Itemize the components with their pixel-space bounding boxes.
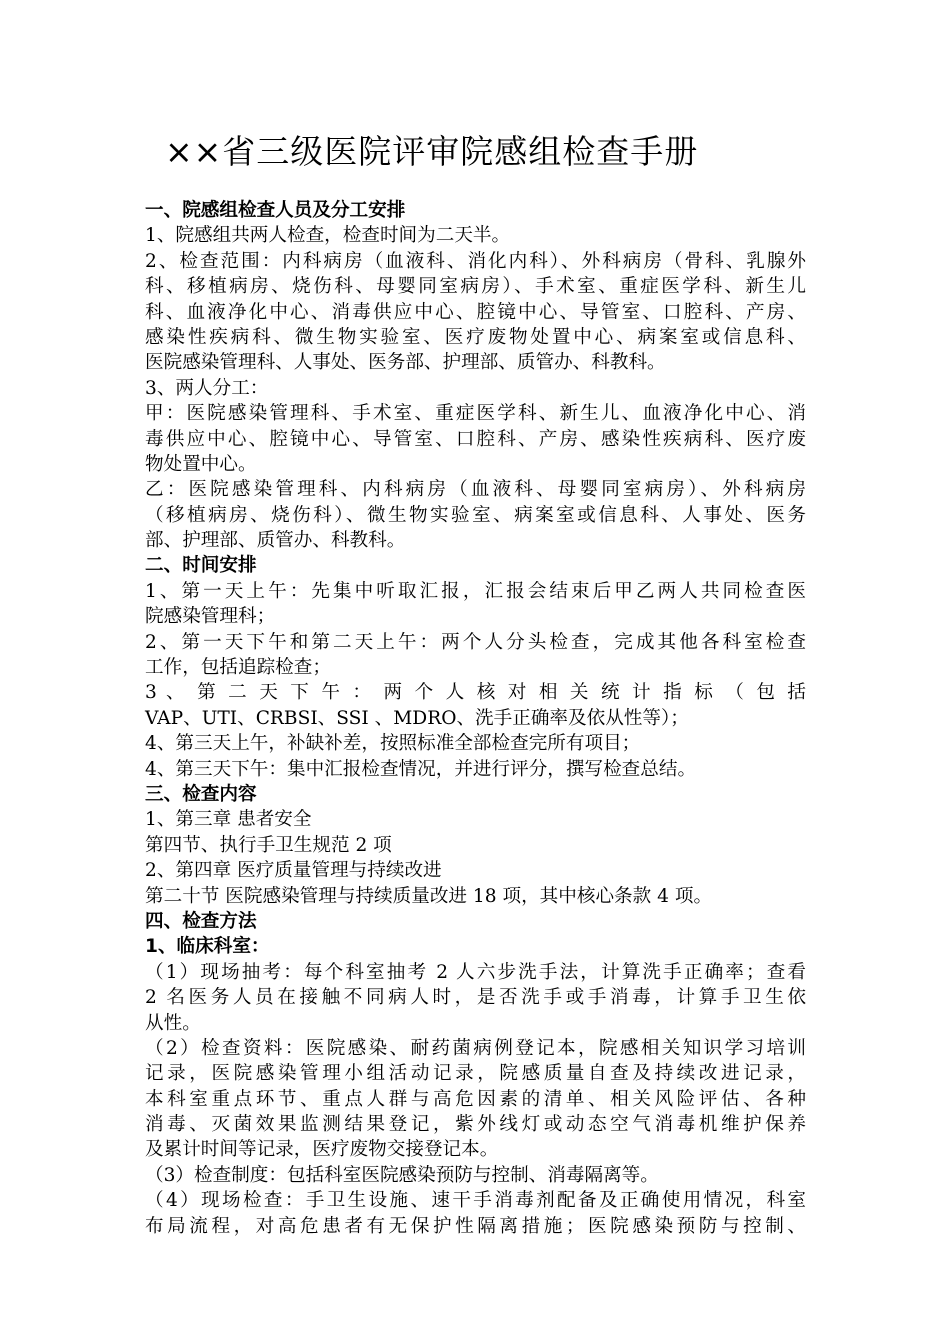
paragraph-line: 医院感染管理科、人事处、医务部、护理部、质管办、科教科。	[145, 352, 666, 374]
paragraph-line: 1、院感组共两人检查，检查时间为二天半。	[145, 225, 511, 247]
paragraph-line: 消毒、灭菌效果监测结果登记，紫外线灯或动态空气消毒机维护保养	[145, 1114, 806, 1136]
paragraph-line: 2、第四章 医疗质量管理与持续改进	[145, 860, 442, 882]
paragraph-line: 4、第三天下午：集中汇报检查情况，并进行评分，撰写检查总结。	[145, 758, 697, 780]
paragraph-line: 4、第三天上午，补缺补差，按照标准全部检查完所有项目；	[145, 733, 641, 755]
section-heading: 四、检查方法	[145, 910, 257, 932]
paragraph-line: 布局流程，对高危患者有无保护性隔离措施；医院感染预防与控制、	[145, 1215, 806, 1237]
paragraph-line: 乙：医院感染管理科、内科病房（血液科、母婴同室病房）、外科病房	[145, 479, 806, 501]
section-heading: 三、检查内容	[145, 783, 257, 805]
paragraph-line: 院感染管理科；	[145, 606, 276, 628]
document-title: ××省三级医院评审院感组检查手册	[165, 132, 699, 171]
paragraph-line: 3 、 第 二 天 下 午 ： 两 个 人 核 对 相 关 统 计 指 标 （ 包 括	[145, 682, 806, 704]
paragraph-line: （2）检查资料：医院感染、耐药菌病例登记本，院感相关知识学习培训	[145, 1037, 806, 1059]
paragraph-line: 1、第一天上午：先集中听取汇报，汇报会结束后甲乙两人共同检查医	[145, 580, 806, 602]
paragraph-line: VAP、UTI、CRBSI、SSI 、MDRO、洗手正确率及依从性等）；	[145, 707, 689, 729]
paragraph-line: 感染性疾病科、微生物实验室、医疗废物处置中心、病案室或信息科、	[145, 326, 806, 348]
paragraph-line: 甲：医院感染管理科、手术室、重症医学科、新生儿、血液净化中心、消	[145, 403, 806, 425]
paragraph-line: 本科室重点环节、重点人群与高危因素的清单、相关风险评估、各种	[145, 1088, 806, 1110]
paragraph-line: （3）检查制度：包括科室医院感染预防与控制、消毒隔离等。	[145, 1164, 659, 1186]
paragraph-line: 2、第一天下午和第二天上午：两个人分头检查，完成其他各科室检查	[145, 631, 806, 653]
paragraph-line: （移植病房、烧伤科）、微生物实验室、病案室或信息科、人事处、医务	[145, 504, 806, 526]
section-heading: 二、时间安排	[145, 555, 257, 577]
paragraph-line: 第四节、执行手卫生规范 2 项	[145, 834, 392, 856]
document-body	[145, 198, 806, 1239]
paragraph-line: 物处置中心。	[145, 453, 257, 475]
paragraph-line: 1、第三章 患者安全	[145, 809, 312, 831]
paragraph-line: （1）现场抽考：每个科室抽考 2 人六步洗手法，计算洗手正确率；查看	[145, 961, 806, 983]
paragraph-line: 记录，医院感染管理小组活动记录，院感质量自查及持续改进记录，	[145, 1063, 806, 1085]
paragraph-line: 从性。	[145, 1012, 201, 1034]
paragraph-line: 及累计时间等记录，医疗废物交接登记本。	[145, 1139, 499, 1161]
paragraph-line: 3、两人分工：	[145, 377, 269, 399]
paragraph-line: 科、移植病房、烧伤科、母婴同室病房）、手术室、重症医学科、新生儿	[145, 276, 806, 298]
paragraph-line: 2 名医务人员在接触不同病人时，是否洗手或手消毒，计算手卫生依	[145, 987, 806, 1009]
paragraph-line: 毒供应中心、腔镜中心、导管室、口腔科、产房、感染性疾病科、医疗废	[145, 428, 806, 450]
paragraph-line: 第二十节 医院感染管理与持续质量改进 18 项，其中核心条款 4 项。	[145, 885, 713, 907]
paragraph-line: 科、血液净化中心、消毒供应中心、腔镜中心、导管室、口腔科、产房、	[145, 301, 806, 323]
paragraph-line: 2、检查范围：内科病房（血液科、消化内科）、外科病房（骨科、乳腺外	[145, 250, 806, 272]
section-heading: 1、临床科室：	[145, 936, 270, 958]
paragraph-line: （4）现场检查：手卫生设施、速干手消毒剂配备及正确使用情况，科室	[145, 1190, 806, 1212]
paragraph-line: 工作，包括追踪检查；	[145, 657, 331, 679]
paragraph-line: 部、护理部、质管办、科教科。	[145, 530, 406, 552]
section-heading: 一、院感组检查人员及分工安排	[145, 200, 406, 221]
